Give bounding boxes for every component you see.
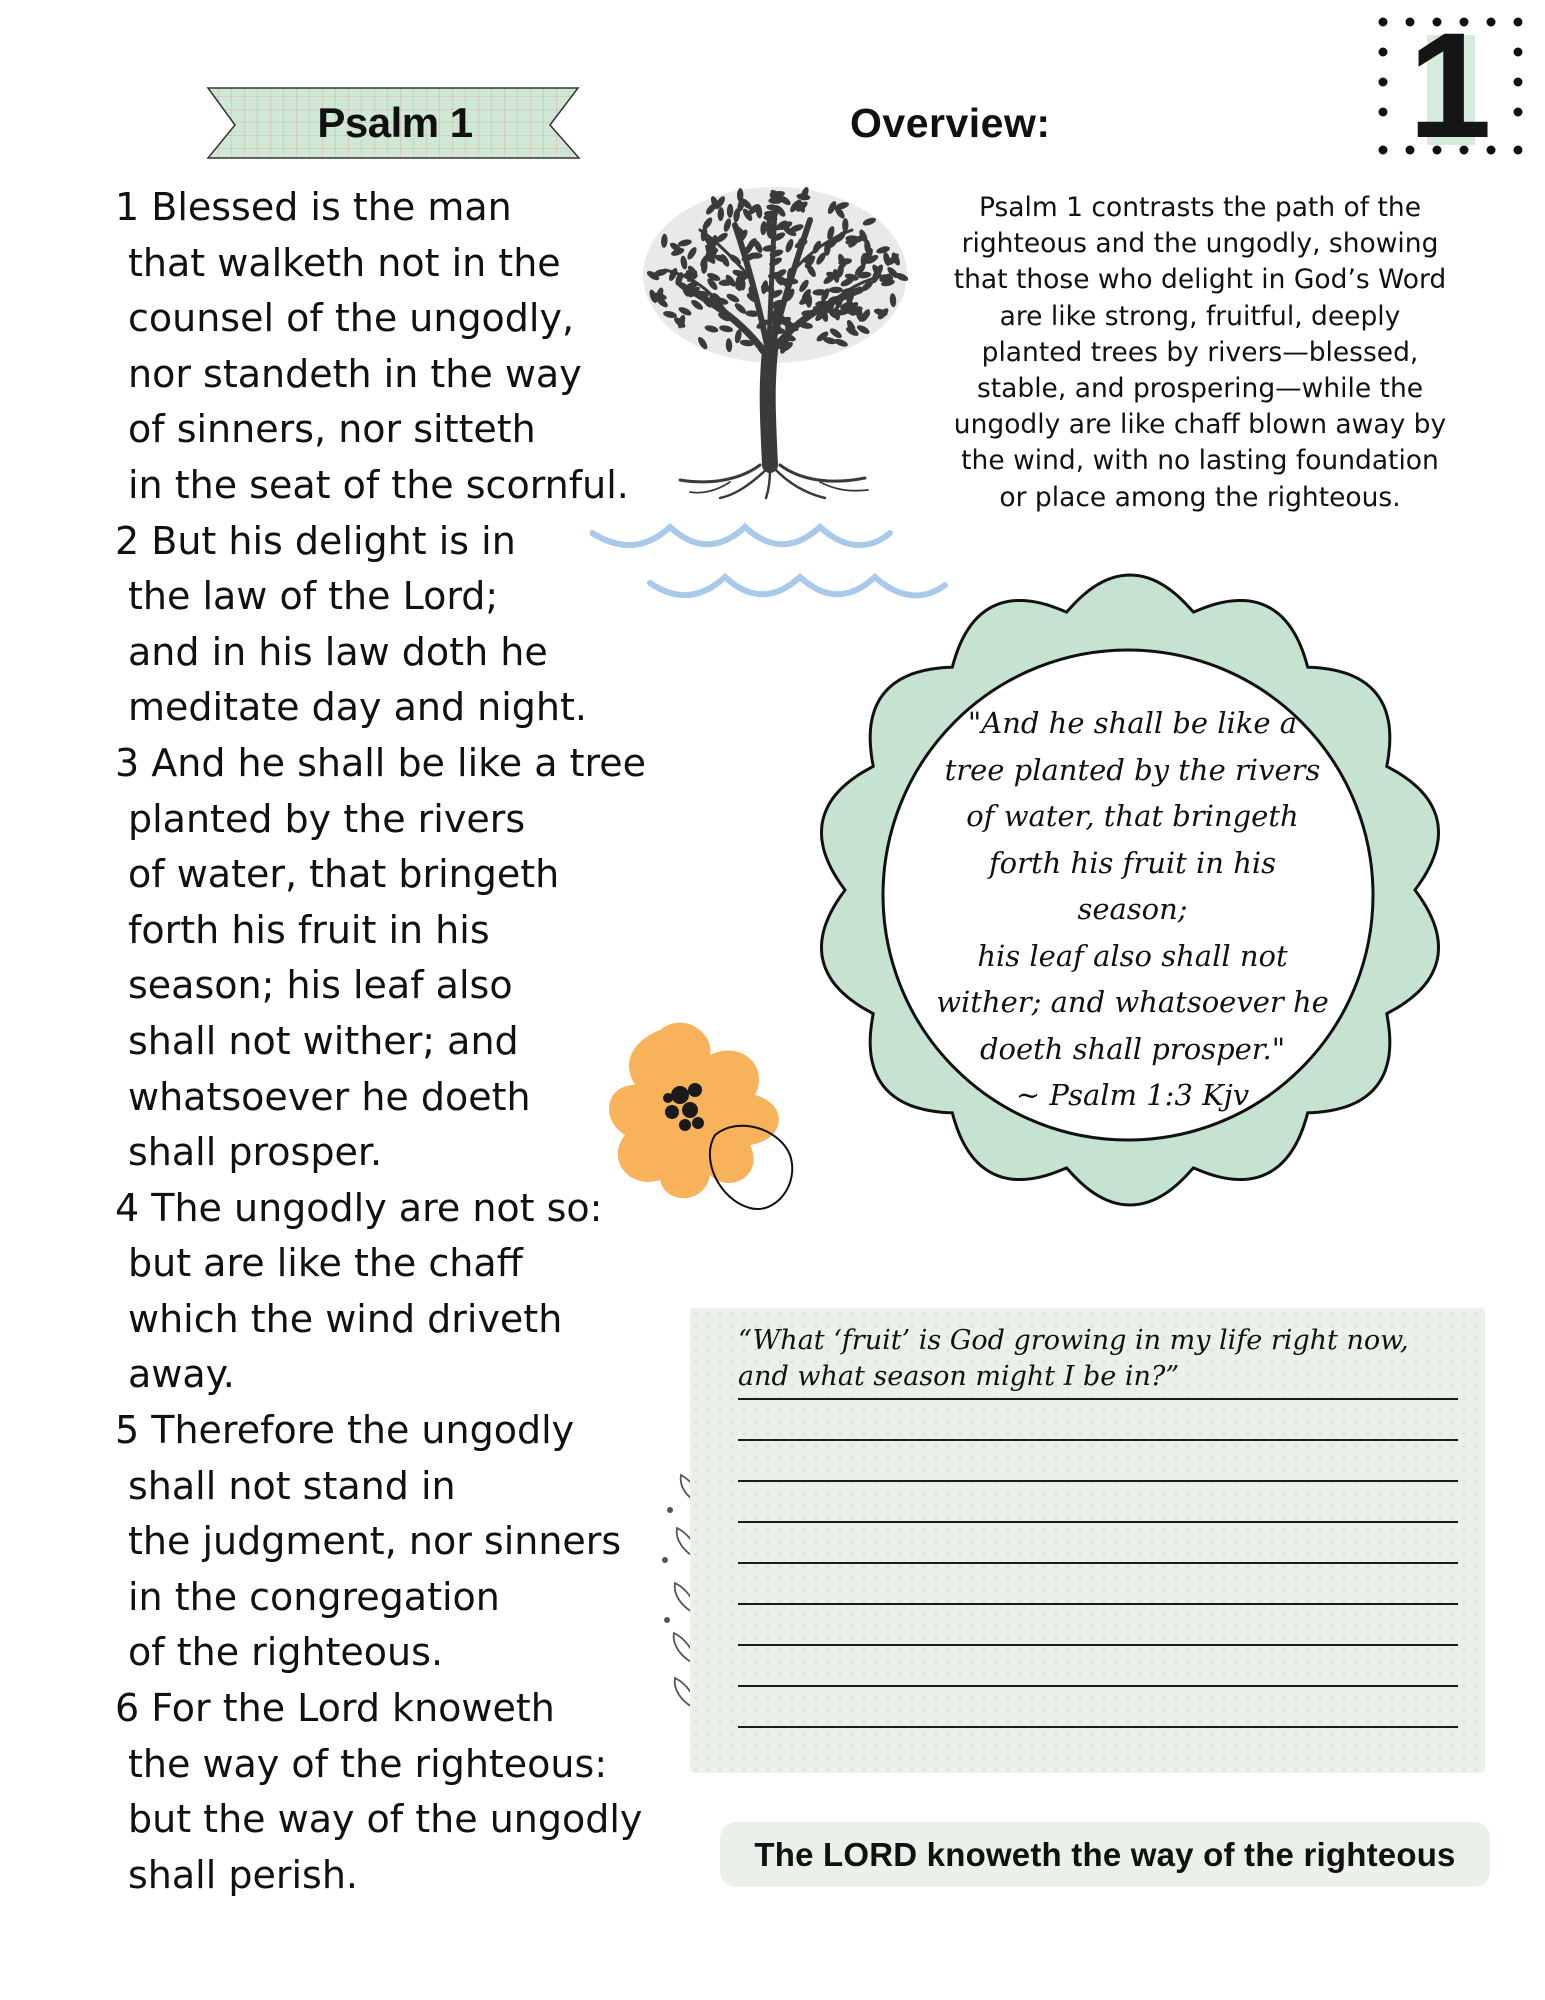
scripture-line: shall perish. — [128, 1852, 359, 1897]
page-number-badge — [1375, 1, 1525, 169]
quote-line: forth his fruit in his season; — [988, 845, 1277, 926]
writing-line[interactable] — [738, 1685, 1458, 1687]
scripture-line: 4 The ungodly are not so: — [115, 1185, 603, 1230]
scripture-line: the judgment, nor sinners — [128, 1519, 622, 1564]
quote-line: wither; and whatsoever he — [936, 985, 1329, 1019]
quote-line: "And he shall be like a — [967, 706, 1298, 740]
overview-line: planted trees by rivers—blessed, — [981, 336, 1419, 368]
scripture-line: of water, that bringeth — [128, 852, 560, 897]
writing-line[interactable] — [738, 1726, 1458, 1728]
scripture-line: which the wind driveth — [128, 1296, 563, 1341]
scripture-line: 6 For the Lord knoweth — [115, 1686, 555, 1731]
page-number: 1 — [1408, 1, 1492, 169]
journal-prompt: “What ‘fruit’ is God growing in my life right now, and what season might I be in?” — [738, 1325, 1409, 1392]
footer-banner — [720, 1822, 1490, 1887]
scripture-line: nor standeth in the way — [128, 351, 582, 396]
scripture-line: and in his law doth he — [128, 629, 548, 674]
scripture-line: shall not wither; and — [128, 1018, 519, 1063]
overview-line: Psalm 1 contrasts the path of the — [978, 192, 1421, 223]
scripture-line: that walketh not in the — [128, 240, 561, 285]
quote-text — [930, 700, 1335, 1119]
quote-line: his leaf also shall not — [977, 938, 1288, 973]
scripture-line: of the righteous. — [128, 1630, 444, 1675]
scripture-line: shall not stand in — [128, 1463, 456, 1508]
page-title: Psalm 1 — [317, 99, 473, 146]
scripture-line: meditate day and night. — [128, 685, 587, 730]
scripture-line: in the congregation — [128, 1574, 500, 1619]
scripture-line: forth his fruit in his — [128, 907, 490, 952]
overview-line: righteous and the ungodly, showing — [961, 228, 1439, 260]
quote-line: doeth shall prosper." — [979, 1031, 1286, 1066]
scripture-line: shall prosper. — [128, 1130, 383, 1175]
tree-icon — [630, 180, 920, 500]
scripture-line: 1 Blessed is the man — [115, 185, 512, 229]
scripture-line: but are like the chaff — [128, 1241, 523, 1286]
scripture-line: whatsoever he doeth — [128, 1074, 531, 1119]
quote-line: of water, that bringeth — [966, 799, 1299, 833]
scripture-line: 5 Therefore the ungodly — [115, 1408, 575, 1453]
scripture-line: in the seat of the scornful. — [128, 462, 629, 507]
overview-line: the wind, with no lasting foundation — [961, 445, 1439, 477]
writing-line[interactable] — [738, 1521, 1458, 1523]
overview-heading: Overview: — [850, 100, 1051, 146]
writing-line[interactable] — [738, 1644, 1458, 1646]
quote-reference: ~ Psalm 1:3 Kjv — [1015, 1078, 1250, 1112]
scripture-line: counsel of the ungodly, — [128, 296, 575, 341]
scripture-line: the law of the Lord; — [128, 574, 499, 619]
scripture-line: of sinners, nor sitteth — [128, 407, 536, 452]
title-banner — [205, 83, 585, 163]
overview-line: ungodly are like chaff blown away by — [953, 409, 1447, 441]
scripture-line: season; his leaf also — [128, 963, 513, 1008]
writing-line[interactable] — [738, 1480, 1458, 1482]
overview-line: or place among the righteous. — [999, 481, 1401, 513]
scripture-line: planted by the rivers — [128, 796, 526, 841]
overview-line: are like strong, fruitful, deeply — [999, 300, 1401, 332]
overview-text — [940, 190, 1460, 516]
quote-line: tree planted by the rivers — [944, 752, 1321, 787]
overview-line: that those who delight in God’s Word — [953, 264, 1447, 296]
flower-icon — [600, 1010, 810, 1220]
scripture-line: 3 And he shall be like a tree — [115, 740, 647, 785]
scripture-line: the way of the righteous: — [128, 1741, 608, 1786]
writing-line[interactable] — [738, 1562, 1458, 1564]
journal-card — [690, 1308, 1485, 1773]
footer-text: The LORD knoweth the way of the righteous — [754, 1835, 1456, 1873]
writing-line[interactable] — [738, 1439, 1458, 1441]
scripture-line: but the way of the ungodly — [128, 1797, 643, 1842]
writing-line[interactable] — [738, 1398, 1458, 1400]
overview-line: stable, and prospering—while the — [976, 373, 1424, 405]
writing-line[interactable] — [738, 1603, 1458, 1605]
scripture-line: away. — [128, 1352, 235, 1397]
scripture-line: 2 But his delight is in — [115, 518, 516, 563]
